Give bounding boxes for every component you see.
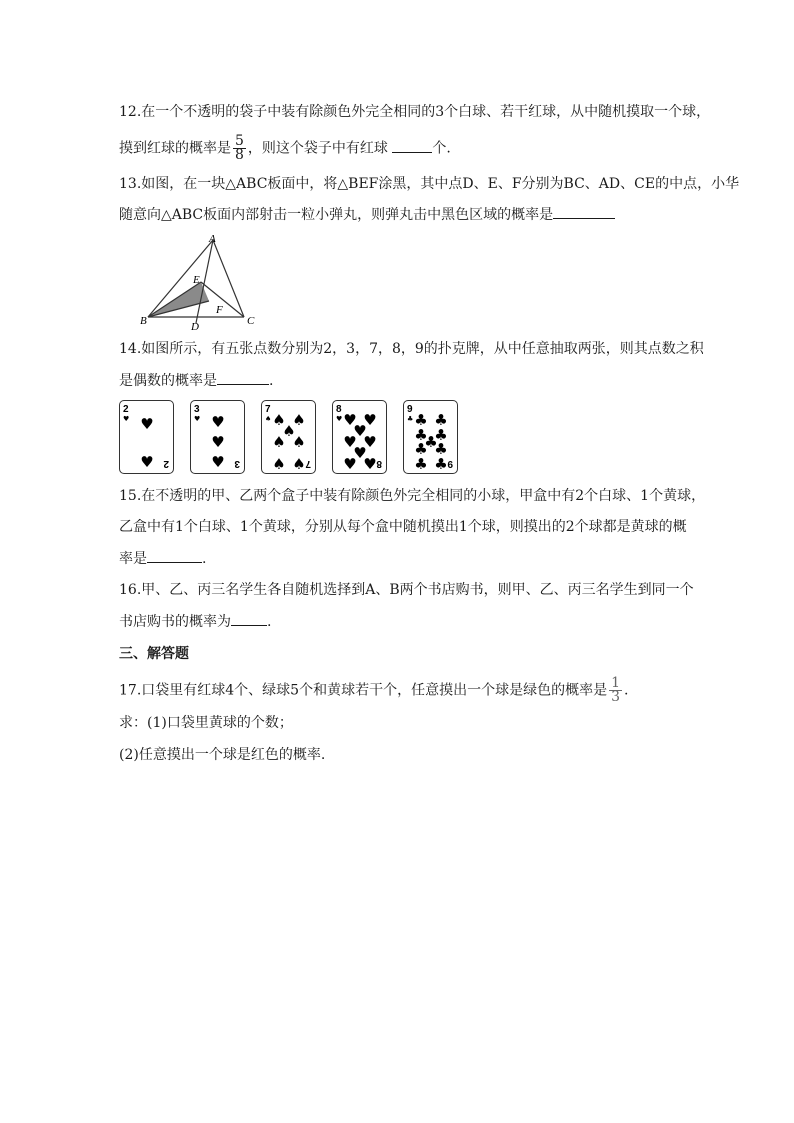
card-face <box>191 401 243 472</box>
club-icon: ♣ <box>407 415 414 423</box>
card-rank-inverted: 3 <box>234 458 240 469</box>
spade-icon: ♠ <box>292 433 306 451</box>
card-rank: 2 <box>123 404 129 415</box>
heart-icon: ♥ <box>194 415 201 423</box>
q12-text-b: ，则这个袋子中有红球 <box>247 140 388 157</box>
heart-icon: ♥ <box>353 444 367 462</box>
q17-frac-num: 1 <box>611 675 620 691</box>
q16-line1: 16.甲、乙、丙三名学生各自随机选择到A、B两个书店购书，则甲、乙、丙三名学生到同一个 <box>119 582 694 598</box>
q12-line1: 12.在一个不透明的袋子中装有除颜色外完全相同的3个白球、若干红球，从中随机摸取一个球， <box>119 104 711 120</box>
club-icon: ♣ <box>434 411 448 429</box>
q16-text-a: 书店购书的概率为 <box>119 614 231 630</box>
card-8-heart <box>332 400 387 474</box>
q12-text-c: 个. <box>432 140 451 157</box>
heart-icon: ♥ <box>343 455 357 472</box>
q12-line2 <box>119 135 451 162</box>
q13-line2 <box>119 204 615 225</box>
heart-icon: ♥ <box>343 433 357 451</box>
card-face <box>404 401 456 472</box>
heart-icon: ♥ <box>140 415 154 433</box>
q14-text-a: 是偶数的概率是 <box>119 373 217 389</box>
card-rank: 3 <box>194 404 200 415</box>
spade-icon: ♠ <box>292 411 306 429</box>
heart-icon: ♥ <box>336 415 343 423</box>
heart-icon: ♥ <box>211 433 225 451</box>
q17-line1 <box>119 677 628 704</box>
q15-text-a: 率是 <box>119 551 147 567</box>
club-icon: ♣ <box>424 433 438 451</box>
card-rank: 8 <box>336 404 342 415</box>
label-d: D <box>191 321 199 333</box>
q12-fraction <box>233 135 246 162</box>
club-icon: ♣ <box>434 455 448 472</box>
q16-answer-blank[interactable] <box>231 611 267 626</box>
triangle-diagram <box>137 233 262 333</box>
q12-frac-den: 8 <box>235 147 244 163</box>
label-b: B <box>140 315 147 327</box>
heart-icon: ♥ <box>343 411 357 429</box>
q17-sub2: (2)任意摸出一个球是红色的概率. <box>119 747 326 763</box>
club-icon: ♣ <box>414 411 428 429</box>
card-face <box>120 401 172 472</box>
club-icon: ♣ <box>434 426 448 444</box>
card-rank-inverted: 8 <box>376 458 382 469</box>
q15-line2: 乙盒中有1个白球、1个黄球，分别从每个盒中随机摸出1个球，则摸出的2个球都是黄球的概 <box>119 519 687 535</box>
heart-icon: ♥ <box>353 422 367 440</box>
label-a: A <box>209 233 216 245</box>
q15-answer-blank[interactable] <box>147 548 202 563</box>
q15-line1: 15.在不透明的甲、乙两个盒子中装有除颜色外完全相同的小球，甲盒中有2个白球、1个黄球， <box>119 488 706 504</box>
club-icon: ♣ <box>414 440 428 458</box>
heart-icon: ♥ <box>363 411 377 429</box>
heart-icon: ♥ <box>363 455 377 472</box>
heart-icon: ♥ <box>211 453 225 471</box>
q13-answer-blank[interactable] <box>553 204 615 219</box>
spade-icon: ♠ <box>265 415 272 423</box>
q17-frac-den: 3 <box>611 689 620 705</box>
spade-icon: ♠ <box>282 422 296 440</box>
card-9-club <box>403 400 458 474</box>
card-rank: 9 <box>407 404 413 415</box>
spade-icon: ♠ <box>272 455 286 472</box>
club-icon: ♣ <box>414 426 428 444</box>
q14-answer-blank[interactable] <box>217 370 269 385</box>
q15-text-b: . <box>202 551 207 567</box>
q12-answer-blank[interactable] <box>392 138 432 153</box>
spade-icon: ♠ <box>292 455 306 472</box>
card-rank: 7 <box>265 404 271 415</box>
card-rank-inverted: 7 <box>305 458 311 469</box>
heart-icon: ♥ <box>363 433 377 451</box>
q14-line1: 14.如图所示，有五张点数分别为2，3，7，8，9的扑克牌，从中任意抽取两张，则其点数之积 <box>119 341 704 357</box>
q14-line2 <box>119 370 273 391</box>
q17-fraction <box>609 677 622 704</box>
shaded-triangle-bef <box>148 282 209 317</box>
card-rank-inverted: 2 <box>163 458 169 469</box>
q13-line1: 13.如图，在一块△ABC板面中，将△BEF涂黑，其中点D、E、F分别为BC、AD、CE的中点，小华 <box>119 176 740 192</box>
q17-text-a: 17.口袋里有红球4个、绿球5个和黄球若干个，任意摸出一个球是绿色的概率是 <box>119 682 608 699</box>
q12-frac-num: 5 <box>235 133 244 149</box>
label-f: F <box>216 304 223 316</box>
card-rank-inverted: 9 <box>447 458 453 469</box>
club-icon: ♣ <box>414 455 428 472</box>
heart-icon: ♥ <box>211 413 225 431</box>
section-heading: 三、解答题 <box>119 646 189 662</box>
q17-text-b: . <box>624 682 629 699</box>
label-e: E <box>193 274 200 286</box>
q16-line2 <box>119 611 271 632</box>
q14-text-b: . <box>269 373 274 389</box>
club-icon: ♣ <box>434 440 448 458</box>
heart-icon: ♥ <box>140 453 154 471</box>
heart-icon: ♥ <box>123 415 130 423</box>
q16-text-b: . <box>267 614 272 630</box>
q12-text-a: 摸到红球的概率是 <box>119 140 231 157</box>
spade-icon: ♠ <box>272 433 286 451</box>
card-3-heart <box>190 400 245 474</box>
card-face <box>262 401 314 472</box>
label-c: C <box>247 315 255 327</box>
q17-sub1: 求：(1)口袋里黄球的个数； <box>119 715 293 731</box>
card-2-heart <box>119 400 174 474</box>
q13-text: 随意向△ABC板面内部射击一粒小弹丸，则弹丸击中黑色区域的概率是 <box>119 207 554 223</box>
card-face <box>333 401 385 472</box>
spade-icon: ♠ <box>272 411 286 429</box>
q15-line3 <box>119 548 206 569</box>
card-7-spade <box>261 400 316 474</box>
